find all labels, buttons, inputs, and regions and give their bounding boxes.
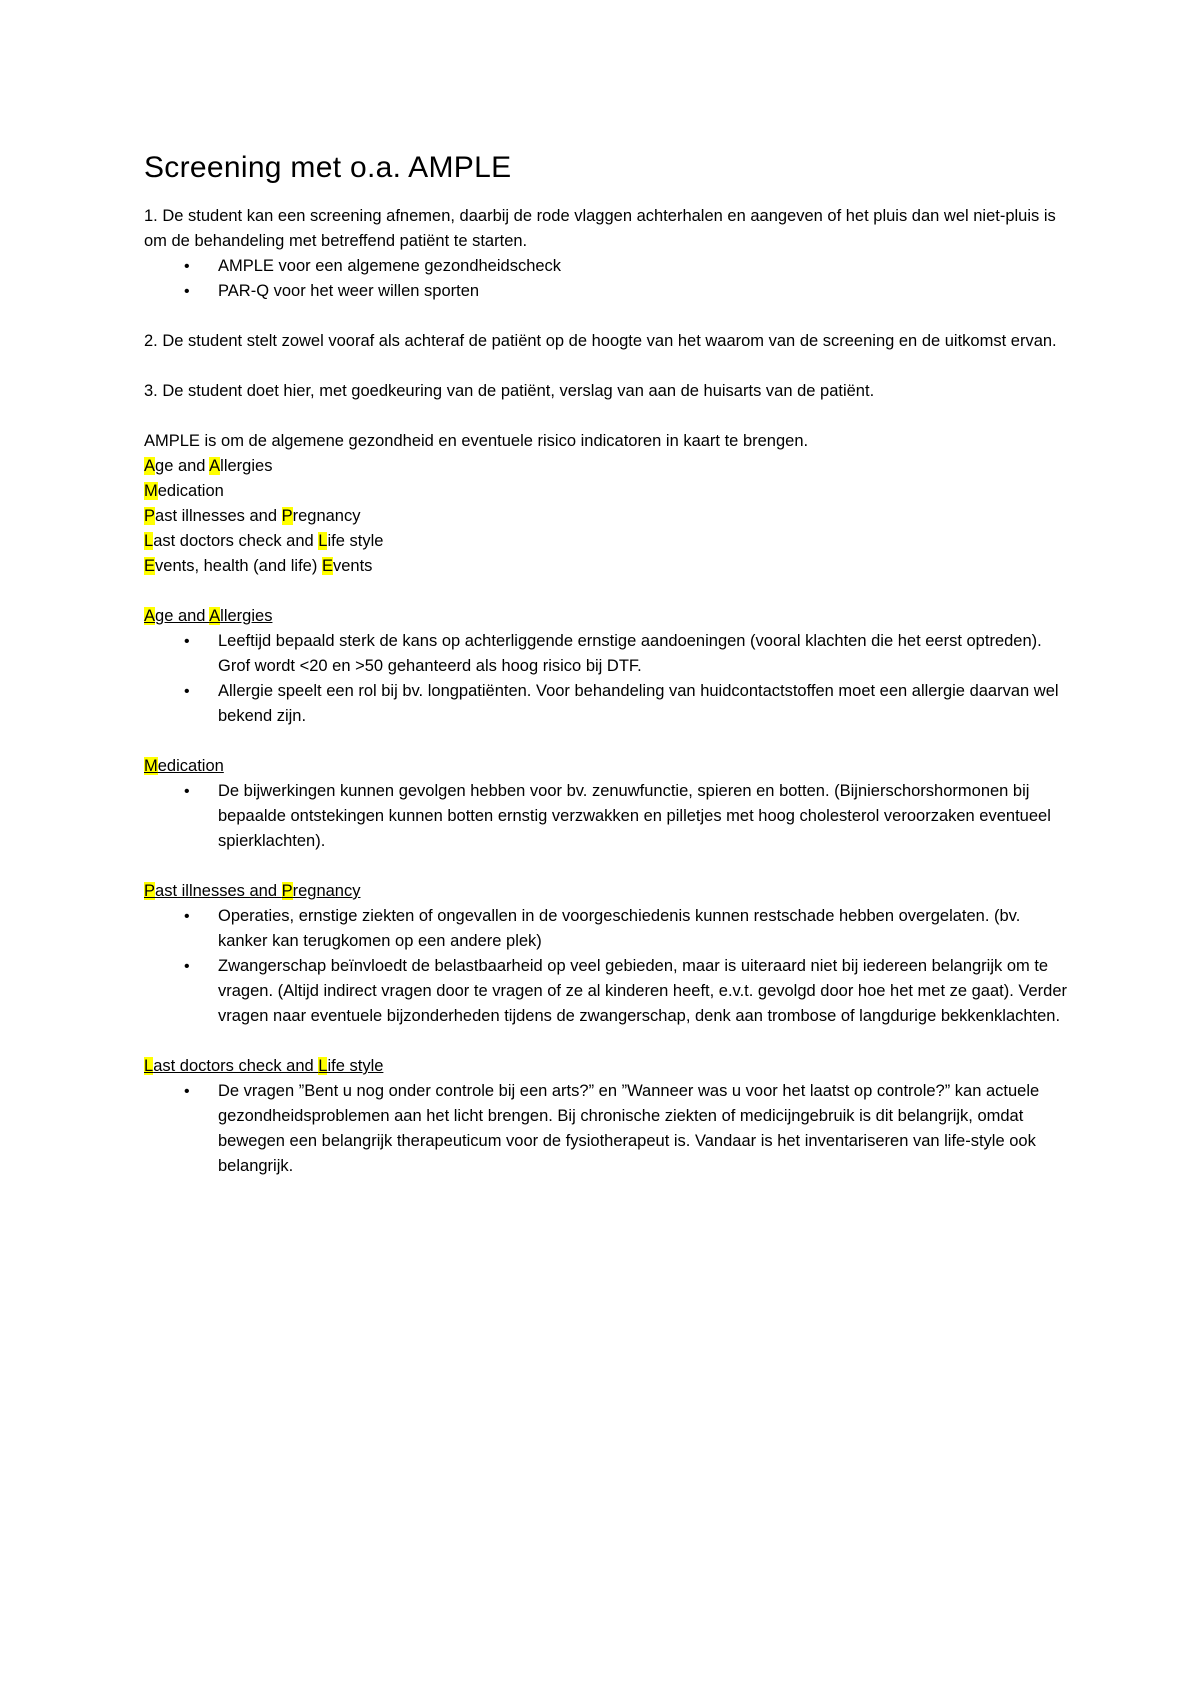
section-bullets-age-allergies [144,629,1070,729]
section-heading-text: llergies [220,607,273,625]
ample-list [144,454,1070,579]
objective-3: 3. De student doet hier, met goedkeuring van de patiënt, verslag van aan de huisarts van de patiënt. [144,382,875,400]
ample-line-medication [144,479,1070,504]
highlight-letter: P [144,882,156,900]
ample-line-last-life [144,529,1070,554]
highlight-letter: E [144,557,156,575]
section-heading-age-allergies [144,604,1070,629]
section-heading-text: ast doctors check and [153,1057,319,1075]
objective-2: 2. De student stelt zowel vooraf als achteraf de patiënt op de hoogte van het waarom van de screening en de uitkomst ervan. [144,332,1057,350]
highlight-letter: P [144,507,156,525]
highlight-letter: A [209,607,221,625]
list-item: • Leeftijd bepaald sterk de kans op achterliggende ernstige aandoeningen (vooral klachten die het eerst optreden). Grof wordt <20 en >50 gehanteerd als hoog risico bij DTF. [144,629,1070,679]
highlight-letter: L [144,532,154,550]
ample-line-past-pregnancy [144,504,1070,529]
section-bullets-last-life [144,1079,1070,1179]
list-item: • PAR-Q voor het weer willen sporten [144,279,1070,304]
section-heading-text: ge and [155,607,210,625]
ample-line-text: vents, health (and life) [155,557,322,575]
highlight-letter: A [144,607,156,625]
list-item: • Operaties, ernstige ziekten of ongevallen in de voorgeschiedenis kunnen restschade hebben overgelaten. (bv. kanker kan terugkomen op een andere plek) [144,904,1070,954]
highlight-letter: A [144,457,156,475]
ample-line-text: edication [157,482,224,500]
ample-line-text: ge and [155,457,210,475]
objective-1: 1. De student kan een screening afnemen, daarbij de rode vlaggen achterhalen en aangeven of het pluis dan wel niet-pluis is om de behandeling met betreffend patiënt te starten. [144,207,1056,250]
highlight-letter: M [144,482,158,500]
section-heading-last-life [144,1054,1070,1079]
ample-line-text: ife style [327,532,384,550]
list-item: • Allergie speelt een rol bij bv. longpatiënten. Voor behandeling van huidcontactstoffen moet een allergie daarvan wel bekend zijn. [144,679,1070,729]
ample-line-text: llergies [220,457,273,475]
highlight-letter: P [281,507,293,525]
list-item: • De bijwerkingen kunnen gevolgen hebben voor bv. zenuwfunctie, spieren en botten. (Bijnierschorshormonen bij bepaalde ontstekingen kunnen botten ernstig verzwakken en pilletjes met hoog cholesterol veroorzaken eventueel spierklachten). [144,779,1070,854]
highlight-letter: L [318,1057,328,1075]
section-heading-medication [144,754,1070,779]
ample-line-text: ast illnesses and [155,507,282,525]
ample-line-events [144,554,1070,579]
section-bullets-past-pregnancy [144,904,1070,1029]
highlight-letter: L [318,532,328,550]
ample-line-text: vents [332,557,373,575]
document-title: Screening met o.a. AMPLE [144,151,512,184]
ample-line-age-allergies [144,454,1070,479]
section-heading-text: ife style [327,1057,384,1075]
ample-intro: AMPLE is om de algemene gezondheid en eventuele risico indicatoren in kaart te brengen. [144,432,809,450]
section-heading-text: regnancy [292,882,361,900]
ample-line-text: ast doctors check and [153,532,319,550]
section-heading-text: ast illnesses and [155,882,282,900]
section-heading-past-pregnancy [144,879,1070,904]
highlight-letter: A [209,457,221,475]
list-item: • De vragen ”Bent u nog onder controle bij een arts?” en ”Wanneer was u voor het laatst op controle?” kan actuele gezondheidsproblemen aan het licht brengen. Bij chronische ziekten of medicijngebruik is dit belangrijk, omdat bewegen een belangrijk therapeuticum voor de fysiotherapeut is. Vandaar is het inventariseren van life-style ook belangrijk. [144,1079,1070,1179]
highlight-letter: L [144,1057,154,1075]
list-item: • Zwangerschap beïnvloedt de belastbaarheid op veel gebieden, maar is uiteraard niet bij iedereen belangrijk om te vragen. (Altijd indirect vragen door te vragen of ze al kinderen heeft, e.v.t. gevolgd door hoe het met ze gaat). Verder vragen naar eventuele bijzonderheden tijdens de zwangerschap, denk aan trombose of langdurige bekkenklachten. [144,954,1070,1029]
section-heading-text: edication [157,757,224,775]
section-bullets-medication [144,779,1070,854]
objective-1-bullets [144,254,1070,304]
list-item: • AMPLE voor een algemene gezondheidscheck [144,254,1070,279]
highlight-letter: E [321,557,333,575]
highlight-letter: P [281,882,293,900]
ample-line-text: regnancy [292,507,361,525]
highlight-letter: M [144,757,158,775]
